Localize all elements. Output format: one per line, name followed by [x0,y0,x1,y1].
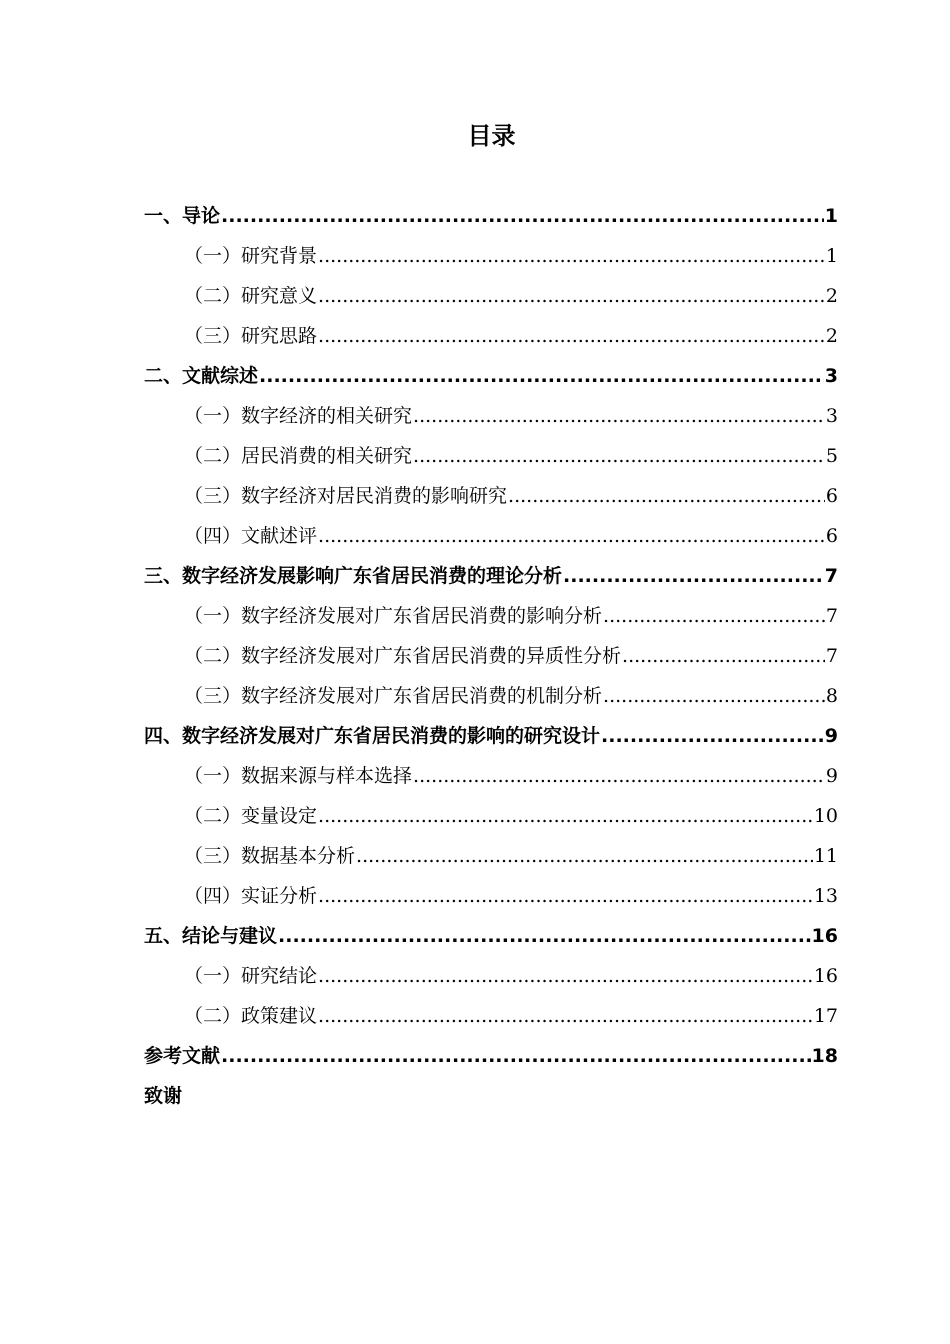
toc-subentry-title: 政策建议 [241,1005,318,1027]
toc-subentry-title: 居民消费的相关研究 [241,445,413,467]
toc-entry-title: 二、文献综述 [144,365,259,387]
toc-page-number: 11 [813,845,838,867]
toc-subentry-number: （二） [184,805,242,827]
toc-leader [356,836,813,876]
toc-subentry-title: 研究意义 [241,285,318,307]
toc-leader [508,476,825,516]
toc-page-number: 5 [825,445,838,467]
toc-page-number: 2 [825,325,838,347]
toc-page-number: 17 [813,1005,838,1027]
toc-page-number: 2 [825,285,838,307]
toc-subentry[interactable] [144,396,838,436]
toc-page-number: 8 [825,685,838,707]
toc-page-number: 1 [824,205,838,227]
toc-subentry[interactable] [144,236,838,276]
toc-subentry[interactable] [144,956,838,996]
toc-leader [318,876,813,916]
toc-page-number: 6 [825,525,838,547]
toc-leader [221,1036,811,1076]
toc-leader [563,556,824,596]
toc-subentry-title: 研究思路 [241,325,318,347]
toc-entry-title: 五、结论与建议 [144,925,278,947]
toc-leader [278,916,811,956]
toc-subentry[interactable] [144,276,838,316]
toc-page-number: 6 [825,485,838,507]
toc-entry-title: 致谢 [144,1085,183,1107]
toc-subentry[interactable] [144,996,838,1036]
toc-entry[interactable] [144,916,838,956]
toc-subentry-title: 实证分析 [241,885,318,907]
toc-leader [622,636,825,676]
toc-subentry[interactable] [144,596,838,636]
toc-subentry-number: （三） [184,485,242,507]
toc-page-number: 9 [824,725,838,747]
toc-entry[interactable] [144,556,838,596]
toc-subentry-title: 数字经济的相关研究 [241,405,413,427]
toc-leader [318,796,813,836]
toc-entry[interactable] [144,1036,838,1076]
toc-page-number: 7 [824,565,838,587]
page-title: 目录 [467,122,516,150]
toc-leader [221,196,824,236]
toc-subentry-number: （二） [184,1005,242,1027]
toc-subentry-number: （一） [184,965,242,987]
toc-leader [318,316,825,356]
toc-subentry-title: 数字经济发展对广东省居民消费的异质性分析 [241,645,622,667]
table-of-contents [144,196,838,1116]
toc-subentry-number: （三） [184,685,242,707]
toc-entry-title: 参考文献 [144,1045,221,1067]
toc-entry-title: 一、导论 [144,205,221,227]
toc-subentry-title: 数字经济发展对广东省居民消费的影响分析 [241,605,603,627]
toc-subentry-title: 数字经济发展对广东省居民消费的机制分析 [241,685,603,707]
toc-subentry-number: （二） [184,445,242,467]
toc-page-number: 1 [825,245,838,267]
toc-leader [413,396,825,436]
toc-subentry[interactable] [144,876,838,916]
toc-leader [318,276,825,316]
toc-page-number: 16 [813,965,838,987]
toc-subentry-number: （一） [184,245,242,267]
toc-subentry-number: （一） [184,605,242,627]
toc-subentry-number: （一） [184,765,242,787]
toc-page-number: 10 [813,805,838,827]
toc-subentry-number: （四） [184,885,242,907]
toc-page-number: 16 [811,925,838,947]
toc-subentry-number: （三） [184,845,242,867]
toc-entry-title: 三、数字经济发展影响广东省居民消费的理论分析 [144,565,563,587]
toc-subentry-title: 文献述评 [241,525,318,547]
toc-subentry-title: 数据来源与样本选择 [241,765,413,787]
toc-page-number: 13 [813,885,838,907]
toc-subentry-number: （四） [184,525,242,547]
toc-subentry-title: 变量设定 [241,805,318,827]
toc-subentry[interactable] [144,636,838,676]
toc-entry[interactable] [144,716,838,756]
toc-subentry-number: （一） [184,405,242,427]
toc-leader [603,596,825,636]
toc-leader [318,956,813,996]
toc-leader [318,236,825,276]
toc-subentry[interactable] [144,796,838,836]
toc-subentry[interactable] [144,476,838,516]
toc-subentry[interactable] [144,676,838,716]
toc-page-number: 7 [825,645,838,667]
toc-page-number: 18 [811,1045,838,1067]
toc-page-number: 9 [825,765,838,787]
toc-leader [601,716,824,756]
toc-entry-title: 四、数字经济发展对广东省居民消费的影响的研究设计 [144,725,601,747]
toc-subentry[interactable] [144,516,838,556]
toc-page-number: 3 [824,365,838,387]
toc-subentry-number: （二） [184,285,242,307]
toc-entry[interactable] [144,1076,838,1116]
toc-leader [603,676,825,716]
toc-leader [318,996,813,1036]
toc-subentry-number: （三） [184,325,242,347]
toc-leader [318,516,825,556]
toc-entry[interactable] [144,196,838,236]
toc-leader [259,356,824,396]
toc-subentry[interactable] [144,436,838,476]
toc-page-number: 3 [825,405,838,427]
toc-subentry-title: 研究结论 [241,965,318,987]
toc-subentry-title: 研究背景 [241,245,318,267]
toc-leader [413,756,825,796]
toc-page-number: 7 [825,605,838,627]
toc-leader [413,436,825,476]
toc-subentry[interactable] [144,756,838,796]
toc-subentry-title: 数据基本分析 [241,845,356,867]
toc-subentry[interactable] [144,316,838,356]
toc-entry[interactable] [144,356,838,396]
toc-subentry[interactable] [144,836,838,876]
toc-subentry-number: （二） [184,645,242,667]
toc-subentry-title: 数字经济对居民消费的影响研究 [241,485,508,507]
